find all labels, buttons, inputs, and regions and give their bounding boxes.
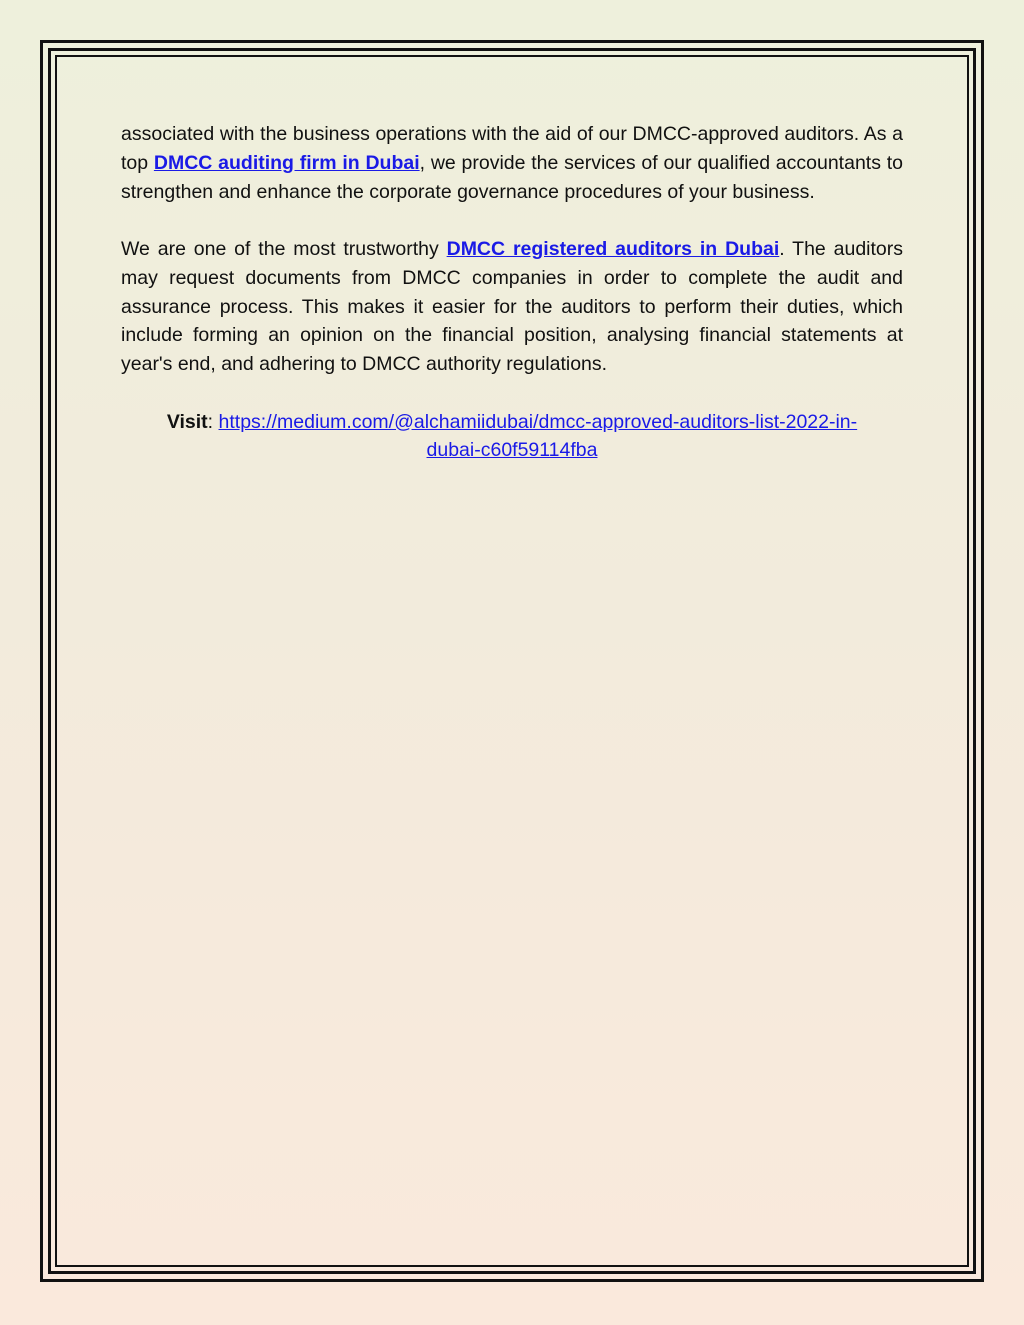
visit-line [121,408,903,466]
paragraph-services-text-start: associated with the business operations with the aid of our DMCC-approved auditors. As a top [121,123,903,174]
medium-article-link-part-2[interactable]: dubai-c60f59114fba [426,439,598,462]
dmcc-registered-auditors-link[interactable]: DMCC registered auditors in Dubai [446,237,780,260]
document-body [121,120,903,465]
paragraph-trustworthy [121,235,903,379]
paragraph-services [121,120,903,206]
visit-separator: : [207,410,219,433]
paragraph-trustworthy-text-end: . The auditors may request documents from DMCC companies in order to complete the audit and assurance process. This makes it easier for the auditors to perform their duties, which include forming an opinion on the financial position, analysing financial statements at year's end, and adhering to DMCC authority regulations. [121,237,904,376]
dmcc-auditing-firm-link[interactable]: DMCC auditing firm in Dubai [153,151,420,174]
visit-label: Visit [166,410,208,433]
medium-article-link-part-1[interactable]: https://medium.com/@alchamiidubai/dmcc-approved-auditors-list-2022-in- [218,410,858,433]
paragraph-services-text-end: , we provide the services of our qualified accountants to strengthen and enhance the corporate governance procedures of your business. [121,151,903,203]
paragraph-trustworthy-text-start: We are one of the most trustworthy [121,237,447,260]
